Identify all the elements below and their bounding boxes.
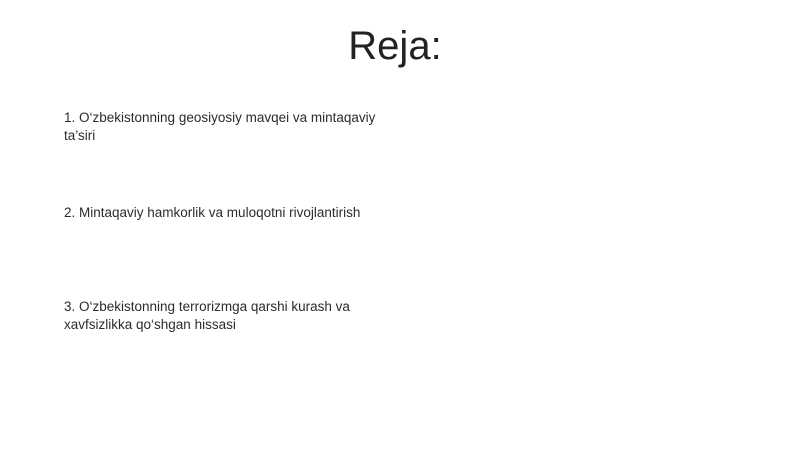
agenda-item-1: 1. O‘zbekistonning geosiyosiy mavqei va mintaqaviy ta’siri [64,110,376,143]
slide-title: Reja: [348,24,442,68]
agenda-item-3: 3. O‘zbekistonning terrorizmga qarshi kurash va xavfsizlikka qo‘shgan hissasi [64,299,350,332]
agenda-item-2: 2. Mintaqaviy hamkorlik va muloqotni rivojlantirish [64,205,361,220]
